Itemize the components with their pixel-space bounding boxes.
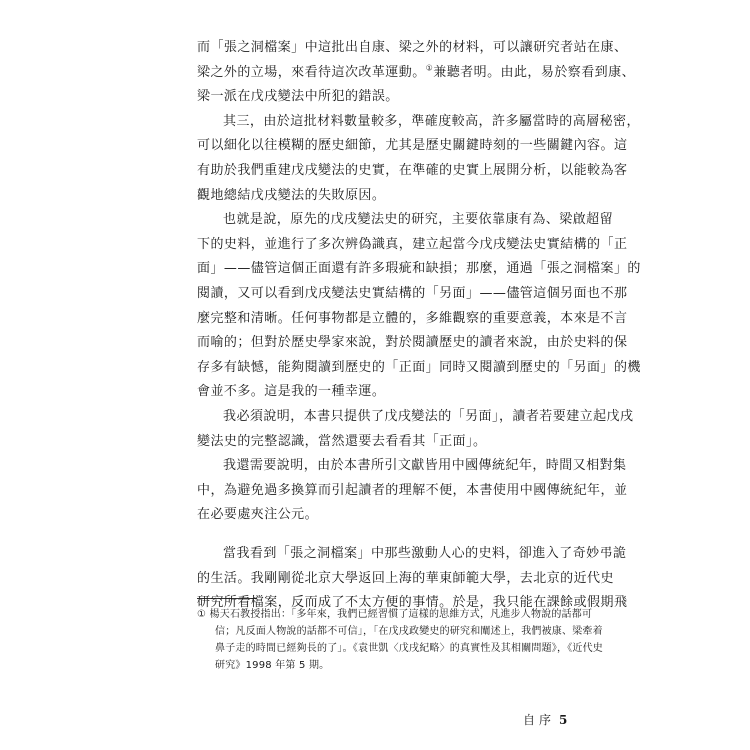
paragraph-first-line: 我還需要說明，由於本書所引文獻皆用中國傳統紀年，時間又相對集	[223, 458, 627, 473]
text-line: 面」——儘管這個正面還有許多瑕疵和缺損；那麼，通過「張之洞檔案」的	[197, 261, 641, 276]
text-line: 麼完整和清晰。任何事物都是立體的，多維觀察的重要意義，本來是不言	[197, 311, 628, 326]
text-line: 在必要處夾注公元。	[197, 507, 319, 522]
paragraph-first-line: 也就是說，原先的戊戌變法史的研究，主要依靠康有為、梁啟超留	[223, 212, 614, 227]
footnote-line: ① 楊天石教授指出：「多年來，我們已經習慣了這樣的思維方式，凡進步人物說的話都可	[197, 609, 593, 620]
page-number: 5	[559, 713, 568, 727]
footnote-line: 鼻子走的時間已經夠長的了」。《袁世凱〈戊戌紀略〉的真實性及其相關問題》，《近代史	[215, 643, 603, 654]
text-line: 中，為避免過多換算而引起讀者的理解不便，本書使用中國傳統紀年，並	[197, 483, 628, 498]
text-line: 而喻的；但對於歷史學家來說，對於閱讀歷史的讀者來說，由於史料的保	[197, 335, 628, 350]
text-line: 的生活。我剛剛從北京大學返回上海的華東師範大學，去北京的近代史	[197, 571, 614, 586]
text-line: 研究所看檔案，反而成了不太方便的事情。於是，我只能在課餘或假期飛	[197, 595, 628, 610]
text-line: 可以細化以往模糊的歷史細節，尤其是歷史關鍵時刻的一些關鍵內容。這	[197, 138, 628, 153]
paragraph-first-line: 當我看到「張之洞檔案」中那些激動人心的史料，卻進入了奇妙弔詭	[223, 546, 627, 561]
text-line: 梁一派在戊戌變法中所犯的錯誤。	[197, 89, 399, 104]
text-line: 會並不多。這是我的一種幸運。	[197, 384, 386, 399]
text-line: 閱讀，又可以看到戊戌變法史實結構的「另面」——儘管這個另面也不那	[197, 286, 628, 301]
text-line: 變法史的完整認識，當然還要去看看其「正面」。	[197, 434, 487, 449]
text-line-segment: 梁之外的立場，來看待這次改革運動。	[197, 65, 426, 80]
text-line	[197, 65, 635, 81]
running-title: 自序	[523, 713, 556, 727]
paragraph-first-line: 其三，由於這批材料數量較多，準確度較高，許多屬當時的高層秘密，	[223, 114, 640, 129]
footnote-line: 信；凡反面人物說的話都不可信」，「在戊戌政變史的研究和闡述上，我們被康、梁牽着	[215, 626, 603, 637]
text-line: 有助於我們重建戊戌變法的史實，在準確的史實上展開分析，以能較為客	[197, 163, 628, 178]
text-line-segment: 兼聽者明。由此，易於察看到康、	[433, 65, 636, 80]
paragraph-first-line: 我必須說明，本書只提供了戊戌變法的「另面」，讀者若要建立起戊戌	[223, 409, 634, 424]
text-line: 存多有缺憾，能夠閱讀到歷史的「正面」同時又閱讀到歷史的「另面」的機	[197, 360, 641, 375]
page-footer	[523, 713, 567, 727]
footnote-reference[interactable]: ①	[425, 63, 434, 73]
footnote-line: 研究》1998 年第 5 期。	[215, 660, 330, 671]
text-line: 而「張之洞檔案」中這批出自康、梁之外的材料，可以讓研究者站在康、	[197, 40, 628, 55]
text-line: 下的史料，並進行了多次辨偽識真，建立起當今戊戌變法史實結構的「正	[197, 237, 628, 252]
text-line: 觀地總結戊戌變法的失敗原因。	[197, 188, 386, 203]
